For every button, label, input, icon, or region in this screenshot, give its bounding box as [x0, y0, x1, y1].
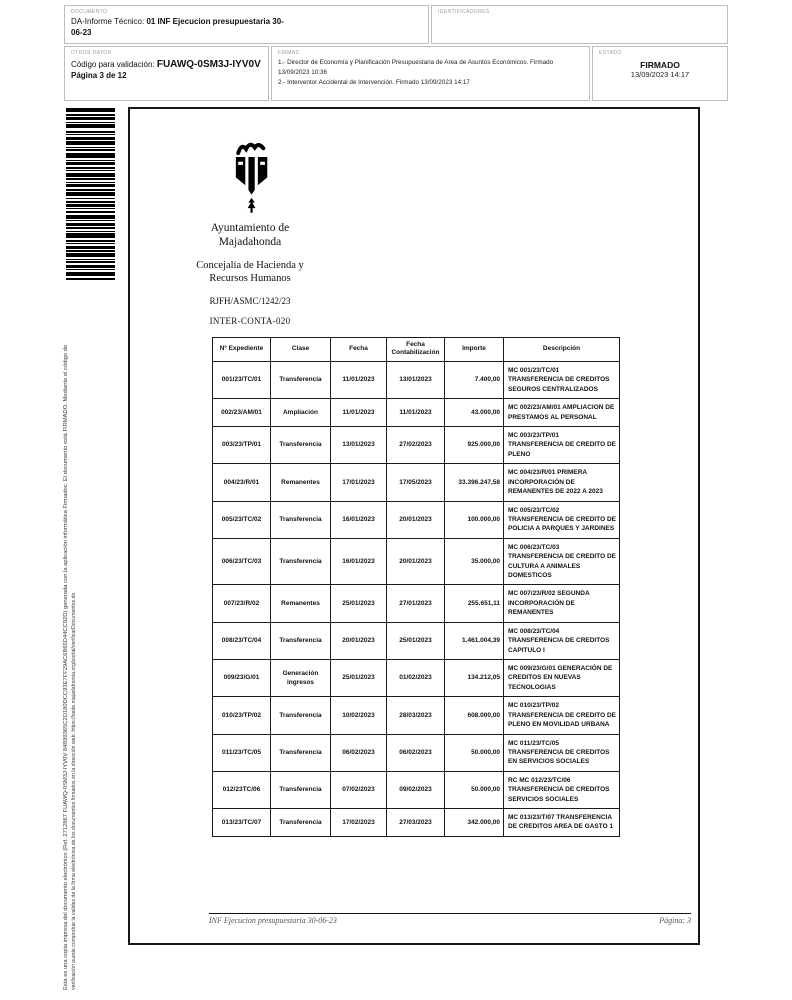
cell-expediente: 005/23/TC/02 — [213, 501, 271, 538]
cell-importe: 7.400,00 — [445, 361, 504, 398]
cell-fecha_contabilizacion: 27/03/2023 — [387, 809, 445, 837]
cell-clase: Generación ingresos — [271, 660, 331, 697]
cell-importe: 255.651,11 — [445, 585, 504, 622]
cell-clase: Remanentes — [271, 464, 331, 501]
expedientes-table — [212, 337, 620, 837]
cell-fecha_contabilizacion: 20/01/2023 — [387, 538, 445, 585]
cell-descripcion: MC 006/23/TC/03 TRANSFERENCIA DE CREDITO DE CULTURA A ANIMALES DOMESTICOS — [504, 538, 620, 585]
cell-importe: 1.461.004,39 — [445, 622, 504, 659]
cell-importe: 100.000,00 — [445, 501, 504, 538]
validation-code: FUAWQ-0SM3J-IYV0V — [156, 59, 261, 70]
cell-importe: 608.000,00 — [445, 697, 504, 734]
cell-descripcion: MC 009/23/G/01 GENERACIÓN DE CREDITOS EN NUEVAS TECNOLOGIAS — [504, 660, 620, 697]
table-row — [213, 361, 620, 398]
footer-document-title: INF Ejecucion presupuestaria 30-06-23 — [209, 916, 337, 925]
table-row — [213, 426, 620, 463]
cell-importe: 43.000,00 — [445, 399, 504, 427]
cell-descripcion: RC MC 012/23/TC/06 TRANSFERENCIA DE CREDITOS SERVICIOS SOCIALES — [504, 771, 620, 808]
estado-box — [592, 46, 728, 101]
cell-clase: Transferencia — [271, 697, 331, 734]
cell-fecha: 11/01/2023 — [331, 361, 387, 398]
cell-clase: Transferencia — [271, 622, 331, 659]
validation-code-line — [71, 59, 262, 70]
cell-fecha_contabilizacion: 20/01/2023 — [387, 501, 445, 538]
verification-note-line2: verificación puede comprobar la validez de la firma electrónica de los documentos firmados en la dirección web: https://sede.majadahonda.org/portal/verificarDocumentos.do — [71, 592, 77, 990]
cell-expediente: 011/23/TC/05 — [213, 734, 271, 771]
cell-expediente: 001/23/TC/01 — [213, 361, 271, 398]
barcode — [66, 108, 115, 281]
cell-expediente: 002/23/AM/01 — [213, 399, 271, 427]
documento-title: 01 INF Ejecucion presupuestaria 30-06-23 — [71, 17, 284, 37]
cell-importe: 35.000,00 — [445, 538, 504, 585]
column-header-fecha_contabilizacion: Fecha Contabilización — [387, 338, 445, 362]
cell-clase: Transferencia — [271, 426, 331, 463]
cell-fecha: 25/01/2023 — [331, 585, 387, 622]
table-row — [213, 464, 620, 501]
table-row — [213, 622, 620, 659]
cell-expediente: 003/23/TP/01 — [213, 426, 271, 463]
cell-clase: Transferencia — [271, 809, 331, 837]
cell-fecha: 17/02/2023 — [331, 809, 387, 837]
document-page — [128, 107, 700, 945]
cell-fecha_contabilizacion: 28/03/2023 — [387, 697, 445, 734]
cell-clase: Transferencia — [271, 771, 331, 808]
cell-fecha: 11/01/2023 — [331, 399, 387, 427]
cell-importe: 50.000,00 — [445, 734, 504, 771]
cell-descripcion: MC 005/23/TC/02 TRANSFERENCIA DE CREDITO DE POLICIA A PARQUES Y JARDINES — [504, 501, 620, 538]
cell-descripcion: MC 013/23/T/07 TRANSFERENCIA DE CREDITOS AREA DE GASTO 1 — [504, 809, 620, 837]
table-row — [213, 538, 620, 585]
column-header-fecha: Fecha — [331, 338, 387, 362]
cell-clase: Transferencia — [271, 538, 331, 585]
cell-fecha_contabilizacion: 27/01/2023 — [387, 585, 445, 622]
firma-line: 2.- Interventor Accidental de Intervención. Firmado 13/09/2023 14:17 — [278, 78, 470, 86]
cell-descripcion: MC 004/23/R/01 PRIMERA INCORPORACIÓN DE REMANENTES DE 2022 A 2023 — [504, 464, 620, 501]
table-row — [213, 660, 620, 697]
cell-expediente: 009/23/G/01 — [213, 660, 271, 697]
cell-descripcion: MC 007/23/R/02 SEGUNDA INCORPORACIÓN DE REMANENTES — [504, 585, 620, 622]
cell-importe: 50.000,00 — [445, 771, 504, 808]
org-reference: RJFH/ASMC/1242/23 — [209, 296, 291, 306]
page-info: Página 3 de 12 — [71, 71, 127, 80]
cell-fecha: 10/02/2023 — [331, 697, 387, 734]
cell-expediente: 010/23/TP/02 — [213, 697, 271, 734]
otros-datos-box — [64, 46, 269, 101]
cell-fecha: 17/01/2023 — [331, 464, 387, 501]
cell-importe: 33.396.247,58 — [445, 464, 504, 501]
verification-note — [63, 278, 77, 990]
expedientes-table-wrap — [212, 337, 619, 837]
cell-expediente: 013/23/TC/07 — [213, 809, 271, 837]
verification-note-line1: Esta es una copia impresa del documento electrónico (Ref. 2712867 FUAWQ-0SM3J-IYV0V 84B99365C2D180DCC93E7FF29AC6B65D44CC92D) generada con la aplicación informática Firmadoc. El documento está FIRMADO. Mediante el código de — [63, 344, 69, 990]
column-header-descripcion: Descripción — [504, 338, 620, 362]
identificadores-label: IDENTIFICADORES — [438, 9, 490, 15]
cell-clase: Remanentes — [271, 585, 331, 622]
cell-clase: Transferencia — [271, 361, 331, 398]
cell-importe: 342.000,00 — [445, 809, 504, 837]
cell-fecha: 20/01/2023 — [331, 622, 387, 659]
table-row — [213, 501, 620, 538]
footer-page-number: Página: 3 — [659, 916, 691, 925]
cell-descripcion: MC 010/23/TP/02 TRANSFERENCIA DE CREDITO DE PLENO EN MOVILIDAD URBANA — [504, 697, 620, 734]
cell-fecha_contabilizacion: 17/05/2023 — [387, 464, 445, 501]
column-header-clase: Clase — [271, 338, 331, 362]
documento-value — [71, 17, 286, 39]
cell-fecha: 07/02/2023 — [331, 771, 387, 808]
org-header — [160, 141, 340, 326]
cell-fecha: 06/02/2023 — [331, 734, 387, 771]
estado-datetime: 13/09/2023 14:17 — [630, 70, 690, 79]
cell-importe: 134.212,05 — [445, 660, 504, 697]
cell-expediente: 007/23/R/02 — [213, 585, 271, 622]
table-row — [213, 809, 620, 837]
estado-label: ESTADO — [599, 50, 622, 56]
majadahonda-crest-icon — [228, 141, 272, 217]
column-header-expediente: Nº Expediente — [213, 338, 271, 362]
org-name: Ayuntamiento de Majadahonda — [210, 222, 290, 249]
cell-expediente: 004/23/R/01 — [213, 464, 271, 501]
cell-descripcion: MC 001/23/TC/01 TRANSFERENCIA DE CREDITOS SEGUROS CENTRALIZADOS — [504, 361, 620, 398]
page-footer — [209, 913, 691, 925]
validation-label: Código para validación: — [71, 60, 157, 69]
org-department: Concejalía de Hacienda y Recursos Humanos — [196, 259, 304, 284]
identificadores-box — [431, 5, 728, 44]
cell-fecha_contabilizacion: 25/01/2023 — [387, 622, 445, 659]
cell-expediente: 006/23/TC/03 — [213, 538, 271, 585]
column-header-importe: Importe — [445, 338, 504, 362]
table-row — [213, 399, 620, 427]
firmas-lines — [278, 58, 583, 87]
documento-label: DOCUMENTO — [71, 9, 108, 15]
cell-fecha: 25/01/2023 — [331, 660, 387, 697]
table-row — [213, 734, 620, 771]
table-row — [213, 697, 620, 734]
cell-fecha: 16/01/2023 — [331, 538, 387, 585]
cell-fecha_contabilizacion: 13/01/2023 — [387, 361, 445, 398]
cell-fecha_contabilizacion: 01/02/2023 — [387, 660, 445, 697]
firma-line: 1.- Director de Economía y Planificación Presupuestaria de Area de Asuntos Económicos. Firmado 13/09/2023 10:36 — [278, 59, 554, 76]
table-row — [213, 585, 620, 622]
cell-clase: Transferencia — [271, 734, 331, 771]
cell-fecha_contabilizacion: 27/02/2023 — [387, 426, 445, 463]
cell-expediente: 008/23/TC/04 — [213, 622, 271, 659]
cell-fecha_contabilizacion: 06/02/2023 — [387, 734, 445, 771]
org-code: INTER-CONTA-020 — [209, 316, 291, 326]
estado-status: FIRMADO — [640, 60, 680, 70]
cell-clase: Ampliación — [271, 399, 331, 427]
otros-datos-label: OTROS DATOS — [71, 50, 112, 56]
cell-descripcion: MC 011/23/TC/05 TRANSFERENCIA DE CREDITOS EN SERVICIOS SOCIALES — [504, 734, 620, 771]
firmas-label: FIRMAS — [278, 50, 300, 56]
documento-prefix: DA-Informe Técnico: — [71, 17, 147, 26]
cell-fecha: 13/01/2023 — [331, 426, 387, 463]
cell-fecha: 16/01/2023 — [331, 501, 387, 538]
cell-fecha_contabilizacion: 09/02/2023 — [387, 771, 445, 808]
cell-descripcion: MC 003/23/TP/01 TRANSFERENCIA DE CREDITO DE PLENO — [504, 426, 620, 463]
cell-descripcion: MC 008/23/TC/04 TRANSFERENCIA DE CREDITOS CAPITULO I — [504, 622, 620, 659]
cell-expediente: 012/23TC/06 — [213, 771, 271, 808]
cell-importe: 925.000,00 — [445, 426, 504, 463]
cell-descripcion: MC 002/23/AM/01 AMPLIACION DE PRESTAMOS AL PERSONAL — [504, 399, 620, 427]
firmas-box — [271, 46, 590, 101]
table-header-row — [213, 338, 620, 362]
documento-box — [64, 5, 429, 44]
cell-fecha_contabilizacion: 11/01/2023 — [387, 399, 445, 427]
cell-clase: Transferencia — [271, 501, 331, 538]
table-row — [213, 771, 620, 808]
